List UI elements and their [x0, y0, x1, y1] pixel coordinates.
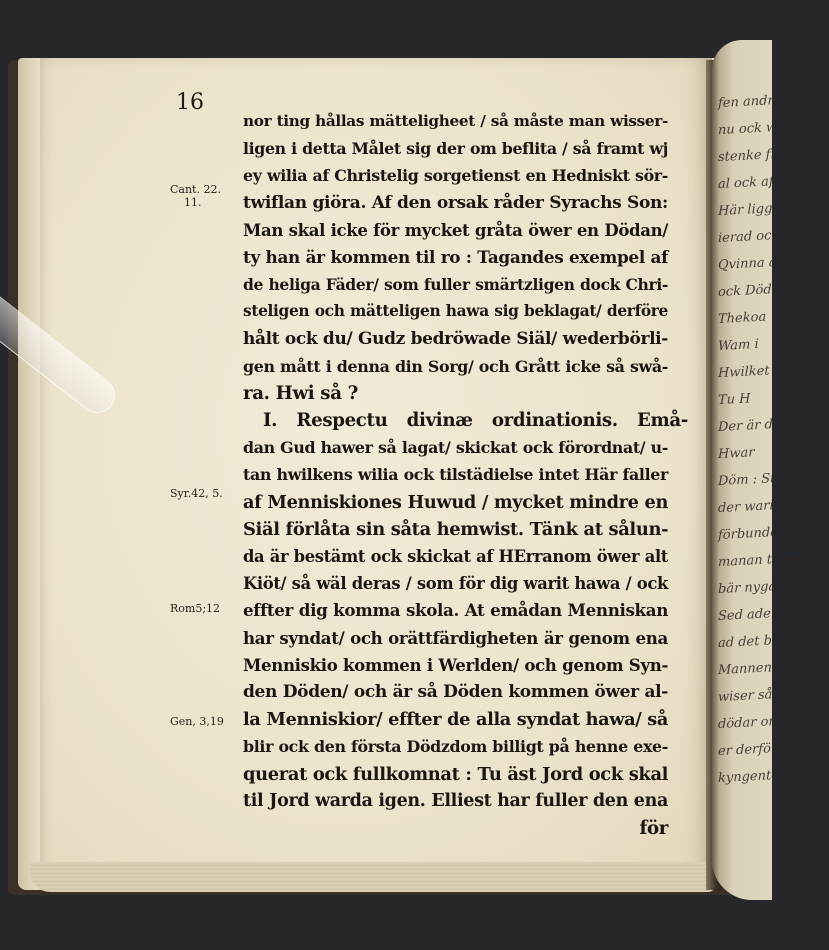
text-line: har syndat/ och orättfärdigheten är genom ena [243, 627, 668, 648]
right-page-line: Tu H [718, 391, 751, 409]
text-line: ligen i detta Målet sig der om beflita / så framt wj [243, 139, 668, 159]
catchword: för [639, 817, 668, 839]
right-page-line: der warit har [718, 496, 806, 517]
text-line: la Menniskior/ effter de alla syndat hawa/ så [243, 709, 668, 731]
right-page-fragment [712, 40, 829, 900]
margin-note-line: Rom5;12 [170, 602, 221, 615]
right-page-line: Der är det [718, 416, 786, 436]
right-page-line: wiser så har [718, 685, 799, 706]
right-page-line: förbundet [718, 524, 784, 544]
right-page-line: stenke fräter [718, 145, 804, 166]
right-page-line: er derföre [718, 740, 785, 760]
margin-note-line: Cant. 22. [170, 183, 221, 196]
page-bottom-edge [30, 862, 716, 892]
body-text [243, 108, 688, 842]
text-line: effter dig komma skola. At emådan Menniskan [243, 600, 668, 621]
text-line: ra. Hwi så ? [243, 382, 358, 404]
text-line: da är bestämt ock skickat af HErranom öwer alt [243, 547, 668, 566]
text-line: blir ock den första Dödzdom billigt på henne exe- [243, 737, 668, 757]
text-line: de heliga Fäder/ som fuller smärtzligen dock Chri- [243, 275, 668, 295]
right-page-line: bär nyga [718, 579, 777, 598]
right-page-line: ad det bitter [718, 631, 801, 652]
right-page-line: nu ock wär [718, 119, 792, 139]
right-page-line: Wam i [718, 336, 759, 355]
margin-note-cant [170, 183, 221, 209]
right-page-line: Sed ader [718, 606, 778, 625]
margin-note-line: Gen, 3,19 [170, 715, 224, 728]
margin-note-line: 11. [184, 196, 202, 209]
right-page-line: Här ligger [718, 200, 787, 220]
margin-note-gen [170, 715, 224, 728]
margin-note-rom [170, 602, 220, 615]
text-line: Menniskio kommen i Werlden/ och genom Syn- [243, 654, 668, 675]
right-page-line: Döm : Stof [718, 470, 788, 490]
text-line: hålt ock du/ Gudz bedröwade Siäl/ wederbörli- [243, 328, 668, 349]
right-page-line: dödar om tryggh [718, 711, 829, 733]
page-number: 16 [176, 90, 204, 115]
text-line: ty han är kommen til ro : Tagandes exempel af [243, 246, 668, 267]
text-line: den Döden/ och är så Döden kommen öwer al- [243, 681, 668, 702]
right-page-text [718, 88, 829, 790]
text-line: steligen och mätteligen hawa sig beklagat/ derföre [243, 302, 668, 321]
right-page-line: ock Dödat. [718, 281, 789, 301]
margin-note-syr [170, 487, 223, 500]
text-line: til Jord warda igen. Elliest har fuller den ena [243, 790, 668, 811]
text-line: Siäl förlåta sin såta hemwist. Tänk at sålun- [243, 518, 669, 540]
right-page-line: ierad ock nyrr [718, 226, 812, 247]
margin-note-line: Syr.42, 5. [170, 487, 223, 500]
right-page-line: Qvinna af E [718, 254, 795, 274]
text-line: Man skal icke för mycket gråta öwer en Dödan/ [243, 219, 668, 240]
text-line: Kiöt/ så wäl deras / som för dig warit hawa / ock [243, 574, 668, 594]
right-page-line: Hwar [718, 445, 755, 463]
right-page-line: al ock aftar [718, 173, 793, 193]
right-page-line: Mannens H [718, 659, 795, 679]
right-page-line: manan trowr [718, 550, 804, 571]
right-page-line: fen andra [718, 92, 782, 112]
right-page-line: kyngenter [718, 767, 786, 787]
text-line: querat ock fullkomnat : Tu äst Jord ock skal [243, 763, 669, 785]
text-line: af Menniskiones Huwud / mycket mindre en [243, 491, 668, 513]
text-line: tan hwilkens wilia ock tilstädielse intet Här faller [243, 465, 668, 485]
right-page-line: Hwilket [718, 363, 770, 382]
text-line: I. Respectu divinæ ordinationis. Emå- [263, 410, 688, 432]
text-line: twiflan giöra. Af den orsak råder Syrachs Son: [243, 192, 668, 213]
text-line: dan Gud hawer så lagat/ skickat ock förordnat/ u- [243, 438, 668, 458]
text-line: ey wilia af Christelig sorgetienst en Hedniskt sör- [243, 166, 668, 186]
text-line: gen mått i denna din Sorg/ och Grått icke så swå- [243, 356, 668, 376]
text-line: nor ting hållas mätteligheet / så måste man wisser- [243, 112, 668, 130]
right-page-line: Thekoa [718, 309, 767, 328]
